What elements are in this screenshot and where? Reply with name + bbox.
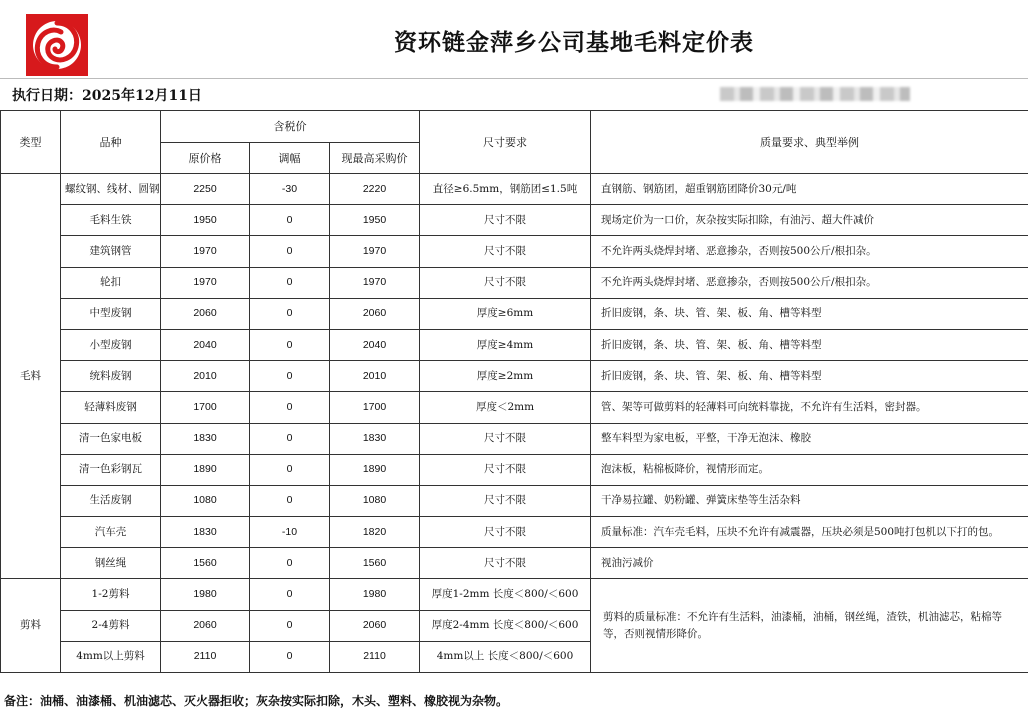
quality-cell: 管、架等可做剪料的轻薄料可向统料靠拢，不允许有生活料，密封器。 — [591, 392, 1028, 423]
variety-cell: 清一色彩钢瓦 — [61, 454, 161, 485]
table-row — [1, 548, 1028, 579]
adjustment-cell: 0 — [250, 423, 330, 454]
current-price-cell: 2060 — [330, 298, 420, 329]
adjustment-cell: 0 — [250, 454, 330, 485]
table-row — [1, 485, 1028, 516]
table-row — [1, 361, 1028, 392]
variety-cell: 统料废钢 — [61, 361, 161, 392]
original-price-cell: 1970 — [161, 267, 250, 298]
current-price-cell: 1970 — [330, 236, 420, 267]
adjustment-cell: 0 — [250, 236, 330, 267]
current-price-cell: 1950 — [330, 205, 420, 236]
size-cell: 尺寸不限 — [420, 236, 591, 267]
company-logo — [26, 14, 88, 76]
variety-cell: 1-2剪料 — [61, 579, 161, 610]
current-price-cell: 1560 — [330, 548, 420, 579]
header-current-price: 现最高采购价 — [330, 143, 420, 174]
table-row — [1, 423, 1028, 454]
quality-cell: 现场定价为一口价，灰杂按实际扣除，有油污、超大件减价 — [591, 205, 1028, 236]
size-cell: 尺寸不限 — [420, 517, 591, 548]
footer-note: 备注：油桶、油漆桶、机油滤芯、灭火器拒收；灰杂按实际扣除，木头、塑料、橡胶视为杂物。 — [4, 694, 509, 708]
size-cell: 直径≥6.5mm，钢筋团≤1.5吨 — [420, 174, 591, 205]
adjustment-cell: 0 — [250, 610, 330, 641]
adjustment-cell: 0 — [250, 205, 330, 236]
original-price-cell: 1080 — [161, 485, 250, 516]
jianliao-quality-cell: 剪料的质量标准：不允许有生活料，油漆桶，油桶，钢丝绳，渣铁，机油滤芯，粘棉等等，否则视情形降价。 — [591, 579, 1028, 673]
size-cell: 厚度≥4mm — [420, 329, 591, 360]
variety-cell: 汽车壳 — [61, 517, 161, 548]
current-price-cell: 1890 — [330, 454, 420, 485]
current-price-cell: 2040 — [330, 329, 420, 360]
table-row — [1, 236, 1028, 267]
header-quality: 质量要求、典型举例 — [591, 111, 1028, 174]
current-price-cell: 2060 — [330, 610, 420, 641]
quality-cell: 视油污减价 — [591, 548, 1028, 579]
variety-cell: 轻薄料废钢 — [61, 392, 161, 423]
size-cell: 尺寸不限 — [420, 267, 591, 298]
adjustment-cell: 0 — [250, 641, 330, 672]
quality-cell: 泡沫板，粘棉板降价，视情形而定。 — [591, 454, 1028, 485]
table-row — [1, 579, 1028, 610]
table-row — [1, 267, 1028, 298]
size-cell: 尺寸不限 — [420, 454, 591, 485]
original-price-cell: 2250 — [161, 174, 250, 205]
table-row — [1, 205, 1028, 236]
group-label-maoliao: 毛料 — [1, 174, 61, 579]
variety-cell: 清一色家电板 — [61, 423, 161, 454]
original-price-cell: 1890 — [161, 454, 250, 485]
table-row — [1, 392, 1028, 423]
size-cell: 厚度≥2mm — [420, 361, 591, 392]
size-cell: 厚度≥6mm — [420, 298, 591, 329]
table-row — [1, 329, 1028, 360]
size-cell: 尺寸不限 — [420, 548, 591, 579]
adjustment-cell: 0 — [250, 548, 330, 579]
size-cell: 厚度1-2mm 长度＜800/＜600 — [420, 579, 591, 610]
variety-cell: 轮扣 — [61, 267, 161, 298]
original-price-cell: 2060 — [161, 298, 250, 329]
adjustment-cell: 0 — [250, 298, 330, 329]
quality-cell: 不允许两头烧焊封堵、恶意掺杂，否则按500公斤/根扣杂。 — [591, 236, 1028, 267]
header-original-price: 原价格 — [161, 143, 250, 174]
quality-cell: 干净易拉罐、奶粉罐、弹簧床垫等生活杂料 — [591, 485, 1028, 516]
size-cell: 尺寸不限 — [420, 423, 591, 454]
header-tax-included: 含税价 — [161, 111, 420, 143]
current-price-cell: 1700 — [330, 392, 420, 423]
current-price-cell: 2010 — [330, 361, 420, 392]
size-cell: 尺寸不限 — [420, 485, 591, 516]
variety-cell: 2-4剪料 — [61, 610, 161, 641]
quality-cell: 折旧废钢，条、块、管、架、板、角、槽等料型 — [591, 329, 1028, 360]
price-table — [0, 110, 1028, 673]
original-price-cell: 2060 — [161, 610, 250, 641]
current-price-cell: 1830 — [330, 423, 420, 454]
original-price-cell: 1970 — [161, 236, 250, 267]
header-adjustment: 调幅 — [250, 143, 330, 174]
quality-cell: 整车料型为家电板，平整，干净无泡沫、橡胶 — [591, 423, 1028, 454]
size-cell: 厚度2-4mm 长度＜800/＜600 — [420, 610, 591, 641]
quality-cell: 质量标准：汽车壳毛料，压块不允许有减震器，压块必须是500吨打包机以下打的包。 — [591, 517, 1028, 548]
current-price-cell: 1820 — [330, 517, 420, 548]
quality-cell: 直钢筋、钢筋团，超重钢筋团降价30元/吨 — [591, 174, 1028, 205]
current-price-cell: 1970 — [330, 267, 420, 298]
variety-cell: 螺纹钢、线材、圆钢 — [61, 174, 161, 205]
effective-date: 执行日期：2025年12月11日 — [12, 88, 202, 104]
adjustment-cell: 0 — [250, 329, 330, 360]
adjustment-cell: -10 — [250, 517, 330, 548]
adjustment-cell: 0 — [250, 361, 330, 392]
header-size: 尺寸要求 — [420, 111, 591, 174]
variety-cell: 建筑钢管 — [61, 236, 161, 267]
header-divider — [0, 78, 1028, 79]
group-label-jianliao: 剪料 — [1, 579, 61, 673]
current-price-cell: 1080 — [330, 485, 420, 516]
current-price-cell: 2220 — [330, 174, 420, 205]
original-price-cell: 1950 — [161, 205, 250, 236]
original-price-cell: 1700 — [161, 392, 250, 423]
table-row — [1, 517, 1028, 548]
original-price-cell: 1980 — [161, 579, 250, 610]
page-title: 资环链金萍乡公司基地毛料定价表 — [394, 29, 754, 56]
adjustment-cell: 0 — [250, 267, 330, 298]
variety-cell: 钢丝绳 — [61, 548, 161, 579]
variety-cell: 毛料生铁 — [61, 205, 161, 236]
size-cell: 4mm以上 长度＜800/＜600 — [420, 641, 591, 672]
original-price-cell: 2010 — [161, 361, 250, 392]
adjustment-cell: -30 — [250, 174, 330, 205]
adjustment-cell: 0 — [250, 485, 330, 516]
original-price-cell: 1560 — [161, 548, 250, 579]
table-row — [1, 174, 1028, 205]
quality-cell: 不允许两头烧焊封堵、恶意掺杂，否则按500公斤/根扣杂。 — [591, 267, 1028, 298]
original-price-cell: 2040 — [161, 329, 250, 360]
header-type: 类型 — [1, 111, 61, 174]
table-row — [1, 454, 1028, 485]
current-price-cell: 2110 — [330, 641, 420, 672]
original-price-cell: 1830 — [161, 517, 250, 548]
variety-cell: 生活废钢 — [61, 485, 161, 516]
adjustment-cell: 0 — [250, 579, 330, 610]
table-row — [1, 298, 1028, 329]
redacted-text — [720, 87, 910, 101]
header-variety: 品种 — [61, 111, 161, 174]
variety-cell: 4mm以上剪料 — [61, 641, 161, 672]
variety-cell: 中型废钢 — [61, 298, 161, 329]
current-price-cell: 1980 — [330, 579, 420, 610]
original-price-cell: 2110 — [161, 641, 250, 672]
adjustment-cell: 0 — [250, 392, 330, 423]
quality-cell: 折旧废钢，条、块、管、架、板、角、槽等料型 — [591, 298, 1028, 329]
quality-cell: 折旧废钢，条、块、管、架、板、角、槽等料型 — [591, 361, 1028, 392]
variety-cell: 小型废钢 — [61, 329, 161, 360]
original-price-cell: 1830 — [161, 423, 250, 454]
size-cell: 厚度＜2mm — [420, 392, 591, 423]
size-cell: 尺寸不限 — [420, 205, 591, 236]
